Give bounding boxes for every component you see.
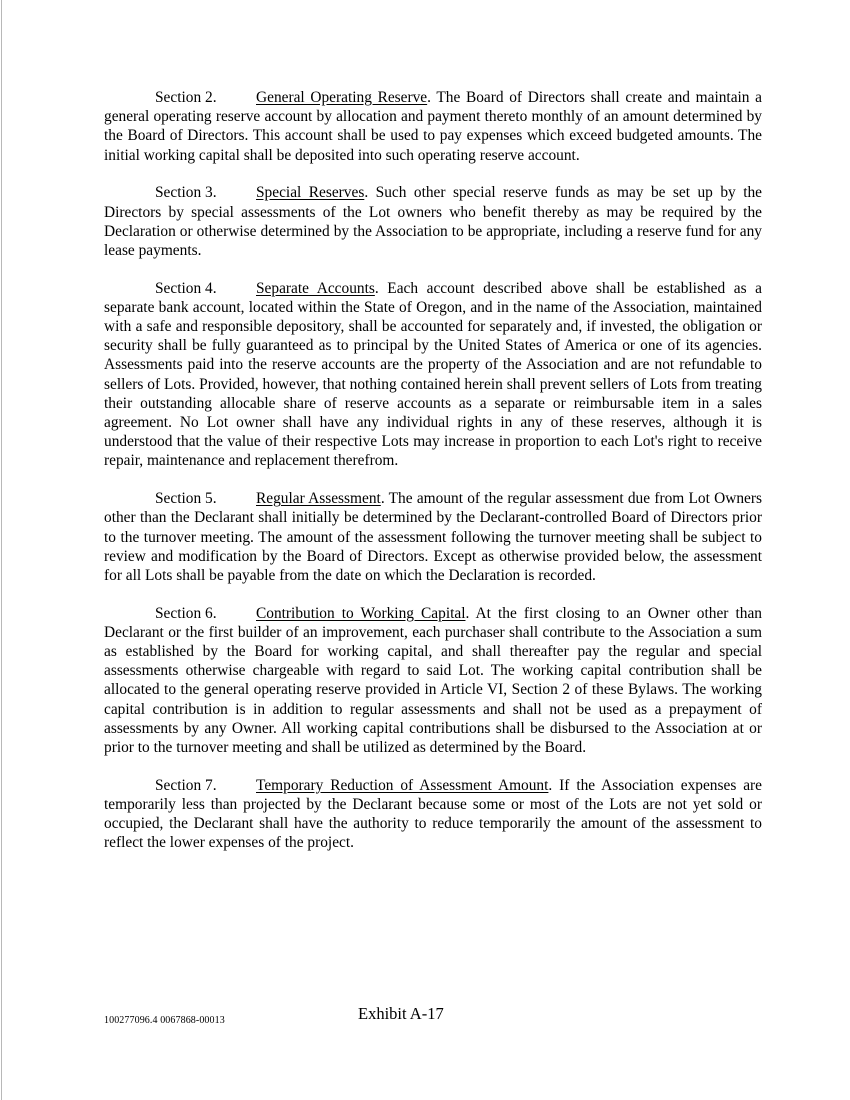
footer-document-id: 100277096.4 0067868-00013 xyxy=(104,1015,225,1026)
section-title: General Operating Reserve xyxy=(256,89,428,106)
section-text: . The Board of Directors shall create and maintain a general operating reserve account by allocation and payment thereto monthly of an amount determined by the Board of Directors. This account shall be used to pay expenses which exceed budgeted amounts. The initial working capital shall be deposited into such operating reserve account. xyxy=(104,89,762,164)
section-7 xyxy=(104,776,762,853)
section-number: Section 4. xyxy=(155,279,217,297)
section-title: Temporary Reduction of Assessment Amount xyxy=(256,776,549,794)
section-6 xyxy=(104,604,762,758)
section-number: Section 3. xyxy=(155,184,217,202)
section-title: Separate Accounts xyxy=(256,279,375,297)
section-2 xyxy=(104,88,762,165)
section-text: . Such other special reserve funds as may be set up by the Directors by special assessments of the Lot owners who benefit thereby as may be required by the Declaration or otherwise determined by the Association to be appropriate, including a reserve fund for any lease payments. xyxy=(104,184,762,259)
section-title: Special Reserves xyxy=(256,184,365,202)
section-text: . The amount of the regular assessment due from Lot Owners other than the Declarant shall initially be determined by the Declarant-controlled Board of Directors prior to the turnover meeting. The amount of the assessment following the turnover meeting shall be subject to review and modification by the Board of Directors. Except as otherwise provided below, the assessment for all Lots shall be payable from the date on which the Declaration is recorded. xyxy=(104,490,762,584)
document-body xyxy=(104,88,762,871)
section-4 xyxy=(104,279,762,471)
footer-exhibit-label: Exhibit A-17 xyxy=(358,1004,444,1023)
section-number: Section 6. xyxy=(155,604,217,622)
section-number: Section 7. xyxy=(155,776,217,794)
section-text: . If the Association expenses are temporarily less than projected by the Declarant because some or most of the Lots are not yet sold or occupied, the Declarant shall have the authority to reduce temporarily the amount of the assessment to reflect the lower expenses of the project. xyxy=(104,776,762,852)
section-number: Section 5. xyxy=(155,490,217,508)
section-number: Section 2. xyxy=(155,89,217,106)
section-3 xyxy=(104,183,762,260)
page-left-edge xyxy=(1,0,2,1100)
section-text: . At the first closing to an Owner other than Declarant or the first builder of an improvement, each purchaser shall contribute to the Association a sum as established by the Board for working capital, and shall thereafter pay the regular and special assessments otherwise chargeable with regard to said Lot. The working capital contribution shall be allocated to the general operating reserve provided in Article VI, Section 2 of these Bylaws. The working capital contribution is in addition to regular assessments and shall not be used as a prepayment of assessments by any Owner. All working capital contributions shall be disbursed to the Association at or prior to the turnover meeting and shall be utilized as determined by the Board. xyxy=(104,604,762,757)
section-title: Contribution to Working Capital xyxy=(256,604,466,622)
section-5 xyxy=(104,489,762,585)
section-title: Regular Assessment xyxy=(256,490,381,508)
section-text: . Each account described above shall be established as a separate bank account, located within the State of Oregon, and in the name of the Association, maintained with a safe and responsible depository, shall be accounted for separately and, if invested, the obligation or security shall be fully guaranteed as to principal by the United States of America or one of its agencies. Assessments paid into the reserve accounts are the property of the Association and are not refundable to sellers of Lots. Provided, however, that nothing contained herein shall prevent sellers of Lots from treating their outstanding allocable share of reserve accounts as a separate or reimbursable item in a sales agreement. No Lot owner shall have any individual rights in any of these reserves, although it is understood that the value of their respective Lots may increase in proportion to each Lot's right to receive repair, maintenance and replacement therefrom. xyxy=(104,279,762,470)
